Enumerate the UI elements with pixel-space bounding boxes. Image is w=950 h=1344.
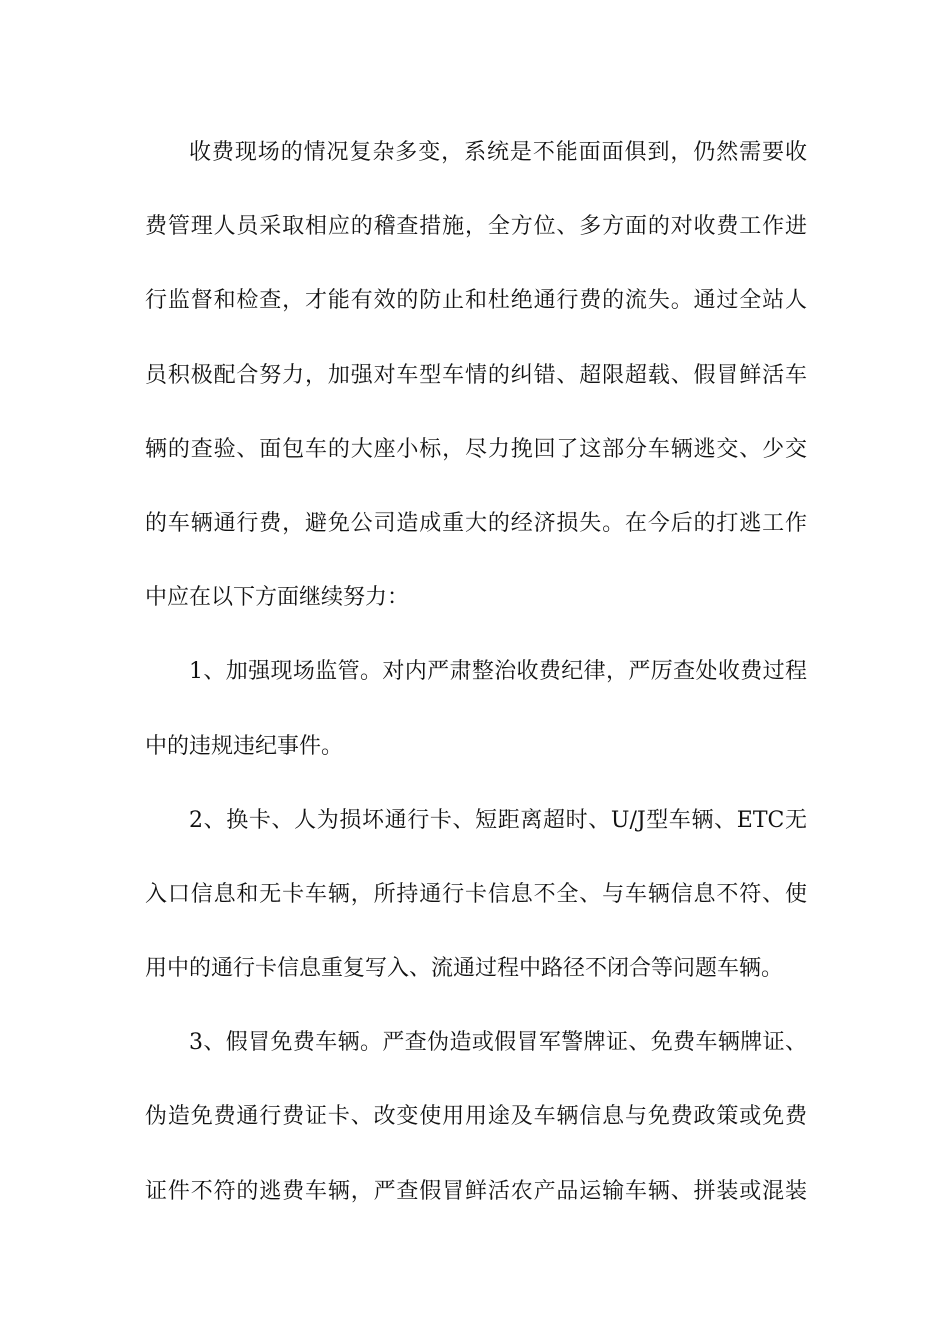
text-line: 证件不符的逃费车辆，严查假冒鲜活农产品运输车辆、拼装或混装 [145,1178,807,1204]
paragraph-4 [145,1006,807,1229]
text-line: 中的违规违纪事件。 [145,733,344,759]
text-line: 辆的查验、面包车的大座小标，尽力挽回了这部分车辆逃交、少交 [145,436,807,462]
text-line: 行监督和检查，才能有效的防止和杜绝通行费的流失。通过全站人 [145,288,807,314]
text-line: 的车辆通行费，避免公司造成重大的经济损失。在今后的打逃工作 [145,510,807,536]
text-line: 用中的通行卡信息重复写入、流通过程中路径不闭合等问题车辆。 [145,956,784,982]
text-line: 伪造免费通行费证卡、改变使用用途及车辆信息与免费政策或免费 [145,1104,807,1130]
text-line: 3、假冒免费车辆。严查伪造或假冒军警牌证、免费车辆牌证、 [189,1030,807,1056]
text-line: 中应在以下方面继续努力： [145,585,410,611]
paragraph-2 [145,635,807,783]
text-line: 收费现场的情况复杂多变，系统是不能面面俱到，仍然需要收 [189,140,807,165]
document-body [145,116,807,1229]
paragraph-3 [145,784,807,1007]
paragraph-1 [145,116,807,635]
text-line: 2、换卡、人为损坏通行卡、短距离超时、U/J型车辆、ETC无 [189,807,807,833]
text-line: 员积极配合努力，加强对车型车情的纠错、超限超载、假冒鲜活车 [145,362,807,388]
text-line: 入口信息和无卡车辆，所持通行卡信息不全、与车辆信息不符、使 [145,881,807,907]
text-line: 1、加强现场监管。对内严肃整治收费纪律，严厉查处收费过程 [189,659,807,685]
text-line: 费管理人员采取相应的稽查措施，全方位、多方面的对收费工作进 [145,214,807,240]
